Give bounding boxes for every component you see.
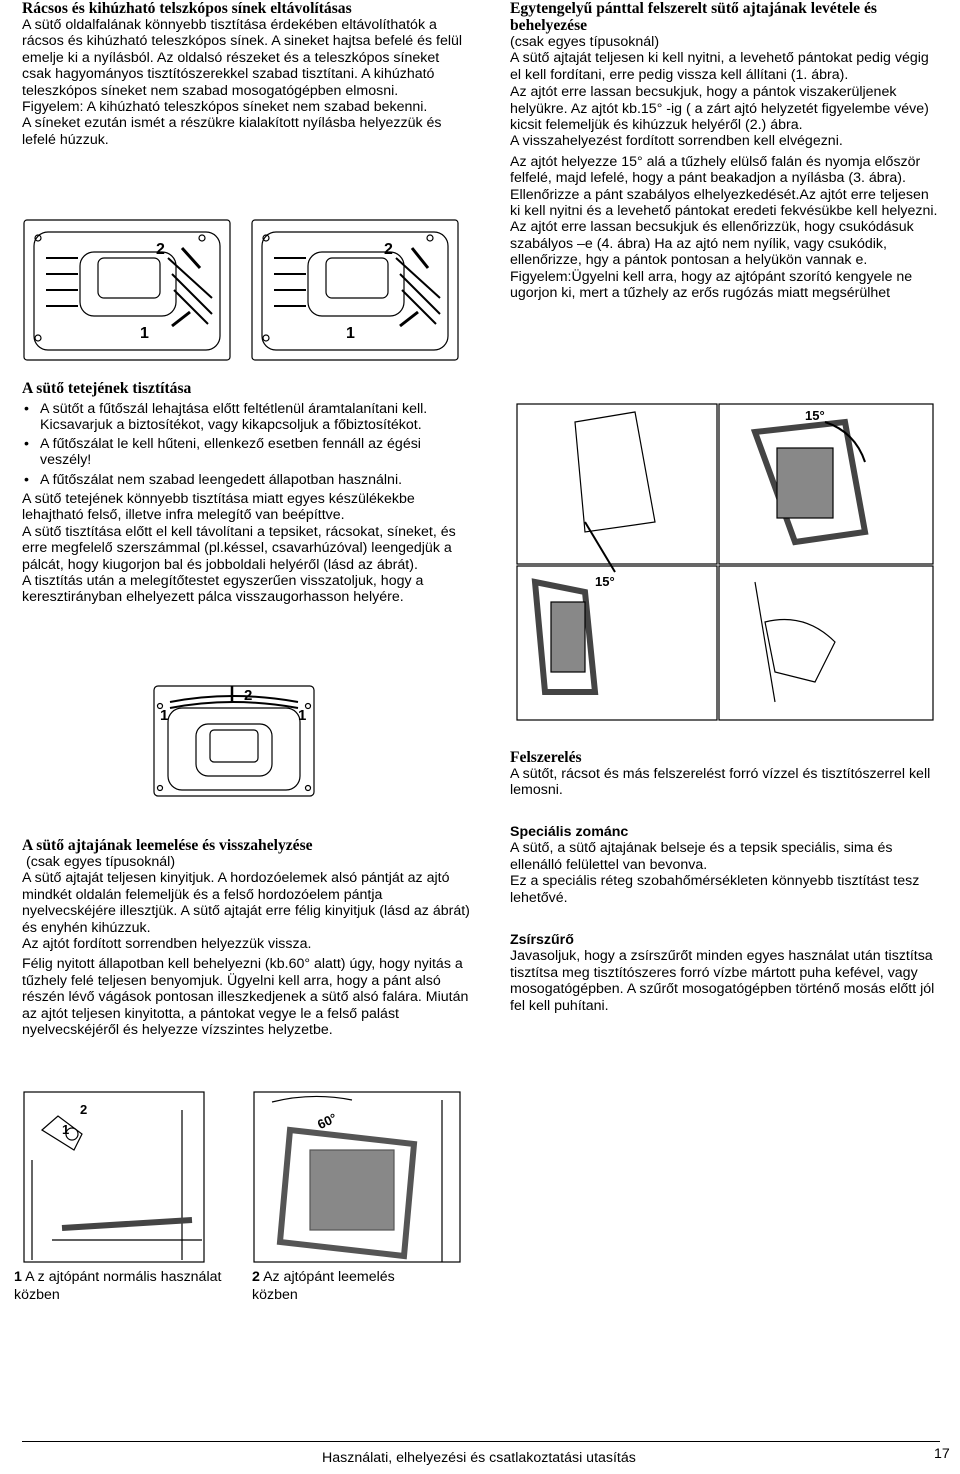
hinge-angle-60: 60° [314,1110,340,1133]
section-single-axis-hinge [510,0,940,302]
rails-figure [22,218,462,363]
footer-text: Használati, elhelyezési és csatlakoztatási utasítás [322,1450,636,1466]
bullet-item: • A fűtőszálat le kell hűteni, ellenkező esetben fennáll az égési veszély! [22,436,470,469]
door-hinge-figure [22,1090,462,1265]
paragraph: A tisztítás után a melegítőtestet egyszerűen visszatoljuk, hogy a keresztirányban elhelyezett pálca visszaugorhasson helyére. [22,573,424,606]
section-oven-top [22,380,470,606]
bullet-item: • A sütőt a fűtőszál lehajtása előtt feltétlenül áramtalanítani kell. Kicsavarjuk a biztosítékot, vagy kikapcsoljuk a főbiztosítékot. [22,401,470,434]
section-title: Egytengelyű pánttal felszerelt sütő ajtajának levétele és behelyezése [510,0,877,34]
paragraph: A sütő ajtaját teljesen ki kell nyitni, a levehető pántokat pedig végig el kell fordítani, erre pedig vissza kell állítani (1. ábra). [510,50,929,83]
heater-figure [152,684,318,799]
subtitle: (csak egyes típusoknál) [26,854,176,870]
hinge-angle-top: 15° [805,408,825,423]
heater-illustration [152,684,318,799]
paragraph: A sütő tetejének könnyebb tisztítása miatt egyes készülékekbe lehajtható felső, illetve infra melegítő van beépíttve. [22,491,415,524]
footer-divider [22,1441,940,1442]
paragraph: A sütő oldalfalának könnyebb tisztítása érdekében eltávolíthatók a rácsos és kihúzható teleszkópos sínek. A sineket hajtsa befelé és felül emelje ki a nyílásból. Az oldalsó részeket és a teleszkópos síneket csak hagyományos tisztítószerekkel szabad tisztítani. A kihúzható teleszkópos síneket nem szabad mosogatógépben elmosni. [22,17,463,99]
hinge-removal-illustration [515,402,937,722]
subtitle: (csak egyes típusoknál) [510,34,660,50]
section-grease-filter [510,932,940,1014]
hinge-label-1: 1 [62,1122,70,1137]
paragraph: A sütő tisztítása előtt el kell távolítani a tepsiket, rácsokat, síneket, és erre megfelelő szerszámmal (pl.késsel, csavarhúzóval) leengedjük a pálcát, hogy kiugorjon bal és jobboldali helyéről (lásd az ábrát). [22,523,456,573]
section-title: Zsírszűrő [510,932,574,948]
section-rails [22,0,470,148]
caption-text: A z ajtópánt normális használat közben [14,1269,222,1303]
rails-label-2a: 2 [156,241,165,258]
caption-text: Az ajtópánt leemelés közben [252,1269,395,1303]
heater-label-1b: 1 [298,707,307,724]
section-enamel [510,824,940,906]
hinge-label-2: 2 [80,1102,88,1117]
paragraph: Félig nyitott állapotban kell behelyezni (kb.60° alatt) úgy, hogy nyitás a tűzhely felé teljesen benyomjuk. Ügyelni kell arra, hogy a pánt alsó részén lévő vágások pontosan illeszkedjenek a sütő alsó falára. Miután az ajtót teljesen kinyitotta, a pántokat vegye le a felső palást nyelvecskéjéről és helyezze vízszintes helyzetbe. [22,956,469,1039]
warning-paragraph: Figyelem: A kihúzható teleszkópos síneket nem szabad bekenni. [22,99,428,116]
paragraph: Az ajtót helyezze 15° alá a tűzhely elülső falán és nyomja először felfelé, majd lefelé, hogy a pánt beakadjon a nyílásba (3. ábra). Ellenőrizze a pánt szabályos elhelyezkedését.Az ajtót erre teljesen ki kell nyitni és a levehető pántokat eredeti fekvésükbe kell helyezni. Az ajtót erre lassan becsukjuk és ellenőrizzük, hogy csukódásuk szabályos –e (4. ábra) Ha az ajtó nem nyílik, vagy csukódik, ellenőrizze, hgy a pántok pontosan a helyükön vannak e. [510,153,938,269]
caption-number: 2 [252,1269,260,1285]
rails-label-1b: 1 [346,325,355,342]
section-door [22,837,470,1038]
section-accessories [510,749,940,799]
section-title: Speciális zománc [510,824,629,840]
paragraph: Ez a speciális réteg szobahőmérsékleten könnyebb tisztítást tesz lehetővé. [510,873,920,906]
paragraph: A visszahelyezést fordított sorrendben kell elvégezni. [510,133,843,150]
section-title: A sütő tetejének tisztítása [22,380,192,397]
heater-label-1a: 1 [160,707,169,724]
rails-illustration [22,218,462,363]
hinge-removal-figure [515,402,937,722]
paragraph: Az ajtót erre lassan becsukjuk, hogy a pántok viszakerüljenek helyükre. Az ajtót kb.15° -ig ( a zárt ajtó helyzetét figyelembe véve) kicsit felemeljük és kihúzzuk helyéről (2.) ábra. [510,84,929,134]
paragraph: A sütőt, rácsot és más felszerelést forró vízzel és tisztítószerrel kell lemosni. [510,766,931,799]
bullet-item: • A fűtőszálat nem szabad leengedett állapotban használni. [22,472,470,488]
paragraph: A sütő, a sütő ajtajának belseje és a tepsik speciális, sima és ellenálló felülettel van bevonva. [510,840,893,873]
paragraph: Az ajtót fordított sorrendben helyezzük vissza. [22,936,312,953]
paragraph: A síneket ezután ismét a részükre kialakított nyílásba helyezzük és lefelé húzzuk. [22,115,442,148]
section-title: A sütő ajtajának leemelése és visszahelyzése [22,837,313,854]
paragraph: Javasoljuk, hogy a zsírszűrőt minden egyes használat után tisztítsa tisztítsa meg tisztítószeres forró vízbe mártott puha kefével, vagy mosogatógépben. A szűrőt mosogatógépben történő mosás előtt jól fel kell puhítani. [510,948,935,1014]
caption-2 [252,1268,422,1304]
rails-label-2b: 2 [384,241,393,258]
warning-paragraph: Figyelem:Ügyelni kell arra, hogy az ajtópánt szorító kengyele ne ugorjon ki, mert a tűzhely az erős rugózás miatt megsérülhet [510,268,913,302]
section-title: Felszerelés [510,749,582,766]
section-title: Rácsos és kihúzható telszkópos sínek eltávolításas [22,0,352,17]
rails-label-1a: 1 [140,325,149,342]
bullet-list [22,401,470,488]
hinge-angle-bottom: 15° [595,574,615,589]
heater-label-2: 2 [244,687,253,704]
caption-number: 1 [14,1269,22,1285]
page-number: 17 [934,1446,950,1462]
caption-1 [14,1268,234,1304]
paragraph: A sütő ajtaját teljesen kinyitjuk. A hordozóelemek alsó pántját az ajtó mindkét oldalán felemeljük és a felső hordozóelem pántja nyelvecskéjére illesztjük. A sütő ajtaját erre félig kinyitjuk (lásd az ábrát) és enyhén kihúzzuk. [22,870,470,936]
door-hinge-illustration [22,1090,462,1265]
